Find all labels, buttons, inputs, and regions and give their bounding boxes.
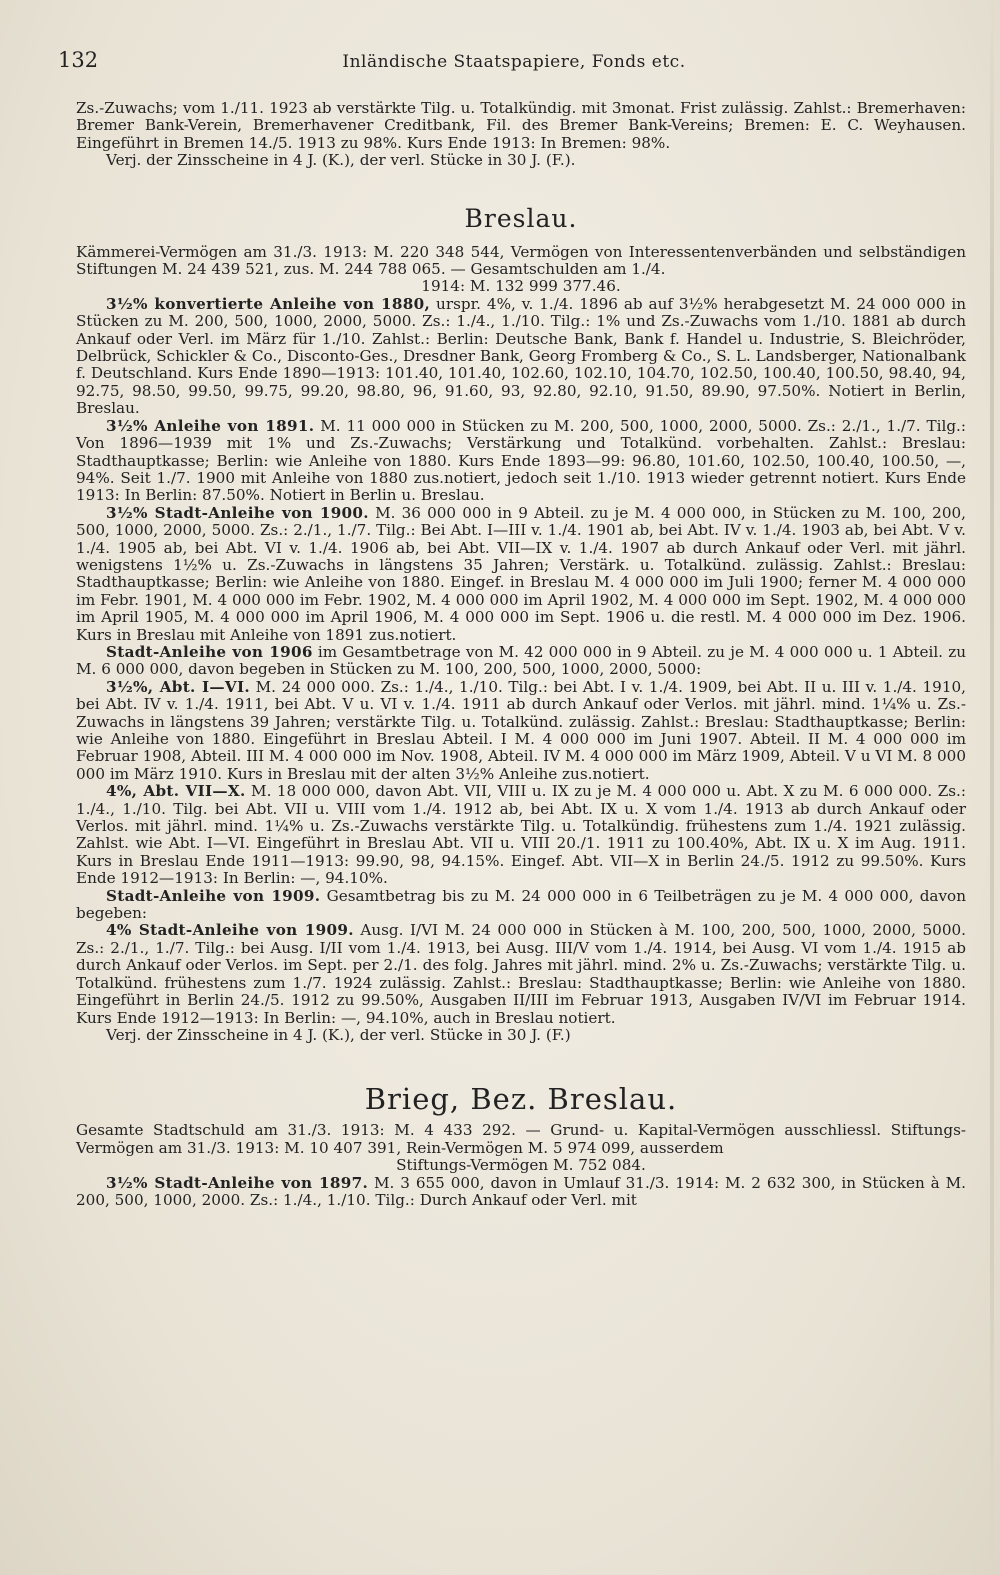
page-number: 132: [58, 48, 99, 72]
scan-edge-shadow: [990, 0, 994, 1575]
loan-1906-abt-7-10-text: M. 18 000 000, davon Abt. VII, VIII u. IX zu je M. 4 000 000 u. Abt. X zu M. 6 000 000. Zs.: 1./4., 1./10. Tilg. bei Abt. VII u. VIII vom 1./4. 1912 ab, bei Abt. IX u. X vom 1./4. 1913 ab durch Ankauf oder Verlos. mit jährl. mind. 1¼% u. Zs.-Zuwachs verstärkte Tilg. u. Totalkündig. frühestens zum 1./4. 1921 zulässig. Zahlst. wie Abt. I—VI. Eingeführt in Breslau Abt. VII u. VIII 20./1. 1911 zu 100.40%, Abt. IX u. X im Aug. 1911. Kurs in Breslau Ende 1911—1913: 99.90, 98, 94.15%. Eingef. Abt. VII—X in Berlin 24./5. 1912 zu 99.50%. Kurs Ende 1912—1913: In Berlin: —, 94.10%.: [76, 782, 966, 888]
loan-1909-4pct-heading: 4% Stadt-Anleihe von 1909.: [106, 921, 354, 940]
loan-1906-abt-7-10-heading: 4%, Abt. VII—X.: [106, 782, 246, 801]
loan-1906-abt-7-10-entry: [76, 783, 966, 887]
loan-1906-abt-1-6-text: M. 24 000 000. Zs.: 1./4., 1./10. Tilg.: bei Abt. I v. 1./4. 1909, bei Abt. II u. III v. 1./4. 1910, bei Abt. IV v. 1./4. 1911, bei Abt. V u. VI v. 1./4. 1911 ab durch Ankauf oder Verlos. mit jährl. mind. 1¼% u. Zs.-Zuwachs in längstens 39 Jahren; verstärkte Tilg. u. Totalkünd. zulässig. Zahlst.: Breslau: Stadthauptkasse; Berlin: wie Anleihe von 1880. Eingeführt in Breslau Abteil. I M. 4 000 000 im Juni 1907. Abteil. II M. 4 000 000 im Februar 1908, Abteil. III M. 4 000 000 im Nov. 1908, Abteil. IV M. 4 000 000 im März 1909, Abteil. V u VI M. 8 000 000 im März 1910. Kurs in Breslau mit der alten 3½% Anleihe zus.notiert.: [76, 677, 966, 783]
loan-1900-heading: 3½% Stadt-Anleihe von 1900.: [106, 503, 369, 522]
loan-1891-text: M. 11 000 000 in Stücken zu M. 200, 500, 1000, 2000, 5000. Zs.: 2./1., 1./7. Tilg.: Von 1896—1939 mit 1% und Zs.-Zuwachs; Verstärkung und Totalkünd. vorbehalten. Zahlst.: Breslau: Stadthauptkasse; Berlin: wie Anleihe von 1880. Kurs Ende 1893—99: 96.80, 101.60, 102.50, 100.40, 100.50, —, 94%. Seit 1./7. 1900 mit Anleihe von 1880 zus.notiert, jedoch seit 1./10. 1913 wieder getrennt notiert. Kurs Ende 1913: In Berlin: 87.50%. Notiert in Berlin u. Breslau.: [76, 416, 966, 505]
loan-1906-abt-1-6-entry: [76, 679, 966, 783]
intro-paragraph: Zs.-Zuwachs; vom 1./11. 1923 ab verstärkte Tilg. u. Totalkündig. mit 3monat. Frist zulässig. Zahlst.: Bremerhaven: Bremer Bank-Verein, Bremerhavener Creditbank, Fil. des Bremer Bank-Vereins; Bremen: E. C. Weyhausen. Eingeführt in Bremen 14./5. 1913 zu 98%. Kurs Ende 1913: In Bremen: 98%.: [76, 99, 966, 152]
breslau-summary: Kämmerei-Vermögen am 31./3. 1913: M. 220 348 544, Vermögen von Interessentenverbänden und selbständigen Stiftungen M. 24 439 521, zus. M. 244 788 065. — Gesamtschulden am 1./4.: [76, 242, 966, 279]
loan-1900-text: M. 36 000 000 in 9 Abteil. zu je M. 4 000 000, in Stücken zu M. 100, 200, 500, 1000, 2000, 5000. Zs.: 2./1., 1./7. Tilg.: Bei Abt. I—III v. 1./4. 1901 ab, bei Abt. IV v. 1./4. 1903 ab, bei Abt. V v. 1./4. 1905 ab, bei Abt. VI v. 1./4. 1906 ab, bei Abt. VII—IX v. 1./4. 1907 ab durch Ankauf oder Verl. mit jährl. wenigstens 1½% u. Zs.-Zuwachs in längstens 35 Jahren; Verstärk. u. Totalkünd. zulässig. Zahlst.: Breslau: Stadthauptkasse; Berlin: wie Anleihe von 1880. Eingef. in Breslau M. 4 000 000 im Juli 1900; ferner M. 4 000 000 im Febr. 1901, M. 4 000 000 im Febr. 1902, M. 4 000 000 im April 1902, M. 4 000 000 im Sept. 1902, M. 4 000 000 im April 1905, M. 4 000 000 im April 1906, M. 4 000 000 im Sept. 1906 u. die restl. M. 4 000 000 im Dez. 1906. Kurs in Breslau mit Anleihe von 1891 zus.notiert.: [76, 503, 966, 644]
loan-1880-text: urspr. 4%, v. 1./4. 1896 ab auf 3½% herabgesetzt M. 24 000 000 in Stücken zu M. 200, 500, 1000, 2000, 5000. Zs.: 1./4., 1./10. Tilg.: 1% und Zs.-Zuwachs vom 1./10. 1881 ab durch Ankauf oder Verl. im März für 1./10. Zahlst.: Berlin: Deutsche Bank, Bank f. Handel u. Industrie, S. Bleichröder, Delbrück, Schickler & Co., Disconto-Ges., Dresdner Bank, Georg Fromberg & Co., S. L. Landsberger, Nationalbank f. Deutschland. Kurs Ende 1890—1913: 101.40, 101.40, 102.60, 102.10, 104.70, 102.50, 100.40, 100.50, 98.40, 94, 92.75, 98.50, 99.50, 99.75, 99.20, 98.80, 96, 91.60, 93, 92.80, 92.10, 91.50, 89.90, 97.50%. Notiert in Berlin, Breslau.: [76, 294, 966, 418]
loan-1891-entry: [76, 418, 966, 505]
brieg-summary-end: Stiftungs-Vermögen M. 752 084.: [396, 1156, 646, 1175]
loan-1906-heading: Stadt-Anleihe von 1906: [106, 642, 313, 661]
loan-1891-heading: 3½% Anleihe von 1891.: [106, 416, 315, 435]
page-header: [58, 48, 970, 78]
city-heading-brieg: Brieg, Bez. Breslau.: [364, 1082, 678, 1117]
loan-1880-entry: [76, 296, 966, 418]
loan-brieg-1897-entry: [76, 1175, 966, 1210]
city-heading-breslau: Breslau.: [464, 203, 578, 233]
loan-1906-abt-1-6-heading: 3½%, Abt. I—VI.: [106, 677, 250, 696]
loan-1909-text: Gesamtbetrag bis zu M. 24 000 000 in 6 Teilbeträgen zu je M. 4 000 000, davon begeben:: [76, 886, 966, 923]
loan-1909-4pct-text: Ausg. I/VI M. 24 000 000 in Stücken à M. 100, 200, 500, 1000, 2000, 5000. Zs.: 2./1., 1./7. Tilg.: bei Ausg. I/II vom 1./4. 1913, bei Ausg. III/V vom 1./4. 1914, bei Ausg. VI vom 1./4. 1915 ab durch Ankauf oder Verlos. im Sept. per 2./1. des folg. Jahres mit jährl. mind. 2% u. Zs.-Zuwachs; verstärkte Tilg. u. Totalkünd. frühestens zum 1./7. 1924 zulässig. Zahlst.: Breslau: Stadthauptkasse; Berlin: wie Anleihe von 1880. Eingeführt in Berlin 24./5. 1912 zu 99.50%, Ausgaben II/III im Februar 1913, Ausgaben IV/VI im Februar 1914. Kurs Ende 1912—1913: In Berlin: —, 94.10%, auch in Breslau notiert.: [76, 921, 966, 1027]
loan-1909-heading: Stadt-Anleihe von 1909.: [106, 886, 321, 905]
breslau-summary-end: 1914: M. 132 999 377.46.: [421, 277, 621, 296]
loan-1880-heading: 3½% konvertierte Anleihe von 1880,: [106, 294, 431, 313]
intro-verjaehrung: Verj. der Zinsscheine in 4 J. (K.), der verl. Stücke in 30 J. (F.).: [106, 151, 576, 170]
loan-1909-entry: [76, 888, 966, 923]
loan-1900-entry: [76, 505, 966, 644]
loan-1906-text: im Gesamtbetrage von M. 42 000 000 in 9 Abteil. zu je M. 4 000 000 u. 1 Abteil. zu M. 6 000 000, davon begeben in Stücken zu M. 100, 200, 500, 1000, 2000, 5000:: [76, 642, 966, 679]
loan-1909-4pct-entry: [76, 922, 966, 1026]
loan-brieg-1897-text: M. 3 655 000, davon in Umlauf 31./3. 1914: M. 2 632 300, in Stücken à M. 200, 500, 1000, 2000. Zs.: 1./4., 1./10. Tilg.: Durch Ankauf oder Verl. mit: [76, 1173, 966, 1209]
loan-brieg-1897-heading: 3½% Stadt-Anleihe von 1897.: [106, 1173, 369, 1192]
loan-1906-entry: [76, 644, 966, 679]
running-title: Inländische Staatspapiere, Fonds etc.: [342, 52, 686, 72]
breslau-verjaehrung: Verj. der Zinsscheine in 4 J. (K.), der verl. Stücke in 30 J. (F.): [106, 1025, 571, 1044]
brieg-summary: Gesamte Stadtschuld am 31./3. 1913: M. 4 433 292. — Grund- u. Kapital-Vermögen ausschliessl. Stiftungs-Vermögen am 31./3. 1913: M. 10 407 391, Rein-Vermögen M. 5 974 099, ausserdem: [76, 1121, 966, 1157]
page-body: [76, 100, 966, 1209]
